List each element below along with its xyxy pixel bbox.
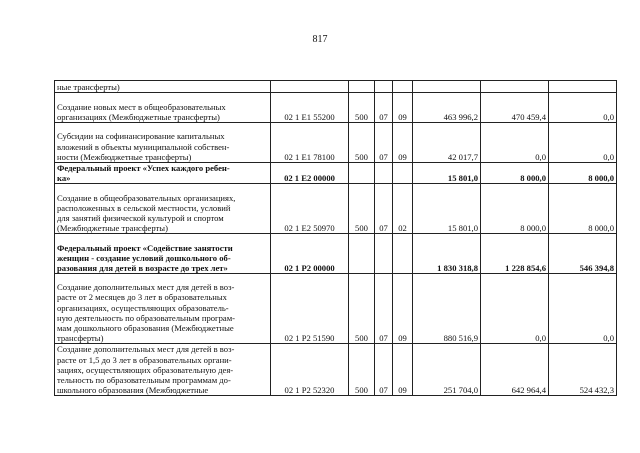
row-name-line: организациях, осуществляющих образователь- [57, 302, 229, 313]
row-name-line: расте от 2 месяцев до 3 лет в образовательных [57, 292, 227, 303]
row-code [271, 81, 349, 93]
row-vr: 500 [349, 344, 375, 396]
row-name [55, 234, 271, 274]
row-name-line: ка» [57, 173, 71, 184]
row-value-2: 0,0 [481, 123, 549, 163]
row-name [55, 93, 271, 123]
row-value-1: 880 516,9 [413, 274, 481, 344]
row-value-3: 8 000,0 [549, 163, 617, 184]
table-row [55, 274, 617, 344]
page-number: 817 [312, 34, 328, 45]
row-name-line: для занятий физической культурой и спортом [57, 213, 224, 223]
table-row [55, 93, 617, 123]
table-row [55, 234, 617, 274]
row-value-1: 15 801,0 [413, 163, 481, 184]
table-row [55, 163, 617, 184]
row-value-1 [413, 81, 481, 93]
row-value-3: 8 000,0 [549, 184, 617, 234]
row-code: 02 1 P2 00000 [271, 234, 349, 274]
row-rz: 07 [375, 274, 393, 344]
row-vr [349, 163, 375, 184]
row-rz [375, 234, 393, 274]
row-pr: 09 [393, 123, 413, 163]
row-value-2: 8 000,0 [481, 163, 549, 184]
row-pr: 09 [393, 274, 413, 344]
row-code: 02 1 E2 50970 [271, 184, 349, 234]
table-row [55, 81, 617, 93]
row-name-line: разования для детей в возрасте до трех лет» [57, 263, 228, 274]
row-name-line: Субсидии на софинансирование капитальных [57, 131, 225, 142]
row-name-line: женщин - создание условий дошкольного об- [57, 253, 231, 263]
row-name-line: расположенных в сельской местности, условий [57, 202, 231, 213]
row-name-line: Создание дополнительных мест для детей в воз- [57, 344, 235, 355]
row-value-3 [549, 81, 617, 93]
row-vr: 500 [349, 184, 375, 234]
row-name-line: Создание новых мест в общеобразовательных [57, 101, 226, 112]
row-name-line: ные трансферты) [57, 81, 120, 92]
row-pr [393, 81, 413, 93]
row-rz [375, 81, 393, 93]
row-pr: 09 [393, 344, 413, 396]
row-value-1: 251 704,0 [413, 344, 481, 396]
row-name-line: ности (Межбюджетные трансферты) [57, 151, 192, 162]
row-code: 02 1 E1 78100 [271, 123, 349, 163]
row-value-1: 463 996,2 [413, 93, 481, 123]
row-value-2: 8 000,0 [481, 184, 549, 234]
row-name-line: школьного образования (Межбюджетные [57, 385, 209, 396]
table-row [55, 184, 617, 234]
row-name-line: Создание дополнительных мест для детей в воз- [57, 282, 235, 293]
row-vr: 500 [349, 93, 375, 123]
row-pr [393, 234, 413, 274]
row-name [55, 123, 271, 163]
table-row [55, 123, 617, 163]
row-name-line: мам дошкольного образования (Межбюджетные [57, 323, 234, 333]
row-name-line: Федеральный проект «Успех каждого ребен- [57, 163, 230, 173]
row-value-3: 0,0 [549, 274, 617, 344]
row-vr: 500 [349, 123, 375, 163]
table-row [55, 344, 617, 396]
row-name [55, 344, 271, 396]
row-name-line: Федеральный проект «Содействие занятости [57, 242, 233, 253]
row-vr [349, 234, 375, 274]
row-vr [349, 81, 375, 93]
row-pr: 02 [393, 184, 413, 234]
row-name-line: (Межбюджетные трансферты) [57, 223, 168, 234]
row-value-2: 1 228 854,6 [481, 234, 549, 274]
row-rz: 07 [375, 344, 393, 396]
row-rz: 07 [375, 184, 393, 234]
row-code: 02 1 E1 55200 [271, 93, 349, 123]
row-value-2 [481, 81, 549, 93]
row-name [55, 184, 271, 234]
row-value-1: 1 830 318,8 [413, 234, 481, 274]
row-name [55, 81, 271, 93]
row-name-line: зациях, осуществляющих образовательную дея- [57, 364, 234, 375]
row-rz: 07 [375, 93, 393, 123]
row-name [55, 163, 271, 184]
row-value-3: 524 432,3 [549, 344, 617, 396]
row-value-2: 470 459,4 [481, 93, 549, 123]
row-pr: 09 [393, 93, 413, 123]
row-vr: 500 [349, 274, 375, 344]
row-rz: 07 [375, 123, 393, 163]
row-code: 02 1 E2 00000 [271, 163, 349, 184]
row-value-3: 546 394,8 [549, 234, 617, 274]
row-name-line: Создание в общеобразовательных организациях, [57, 192, 236, 203]
row-value-2: 0,0 [481, 274, 549, 344]
row-value-3: 0,0 [549, 123, 617, 163]
row-value-2: 642 964,4 [481, 344, 549, 396]
row-name-line: организациях (Межбюджетные трансферты) [57, 111, 220, 122]
row-code: 02 1 P2 52320 [271, 344, 349, 396]
row-code: 02 1 P2 51590 [271, 274, 349, 344]
row-name-line: расте от 1,5 до 3 лет в образовательных органи- [57, 354, 232, 365]
row-value-3: 0,0 [549, 93, 617, 123]
row-name [55, 274, 271, 344]
row-value-1: 42 017,7 [413, 123, 481, 163]
row-name-line: вложений в объекты муниципальной собствен- [57, 141, 230, 152]
row-name-line: тельность по образовательным программам до- [57, 375, 231, 386]
row-rz [375, 163, 393, 184]
table-body [55, 81, 617, 396]
row-value-1: 15 801,0 [413, 184, 481, 234]
row-pr [393, 163, 413, 184]
budget-table [54, 80, 617, 396]
row-name-line: трансферты) [57, 333, 104, 344]
row-name-line: ную деятельность по образовательным програм- [57, 312, 235, 323]
